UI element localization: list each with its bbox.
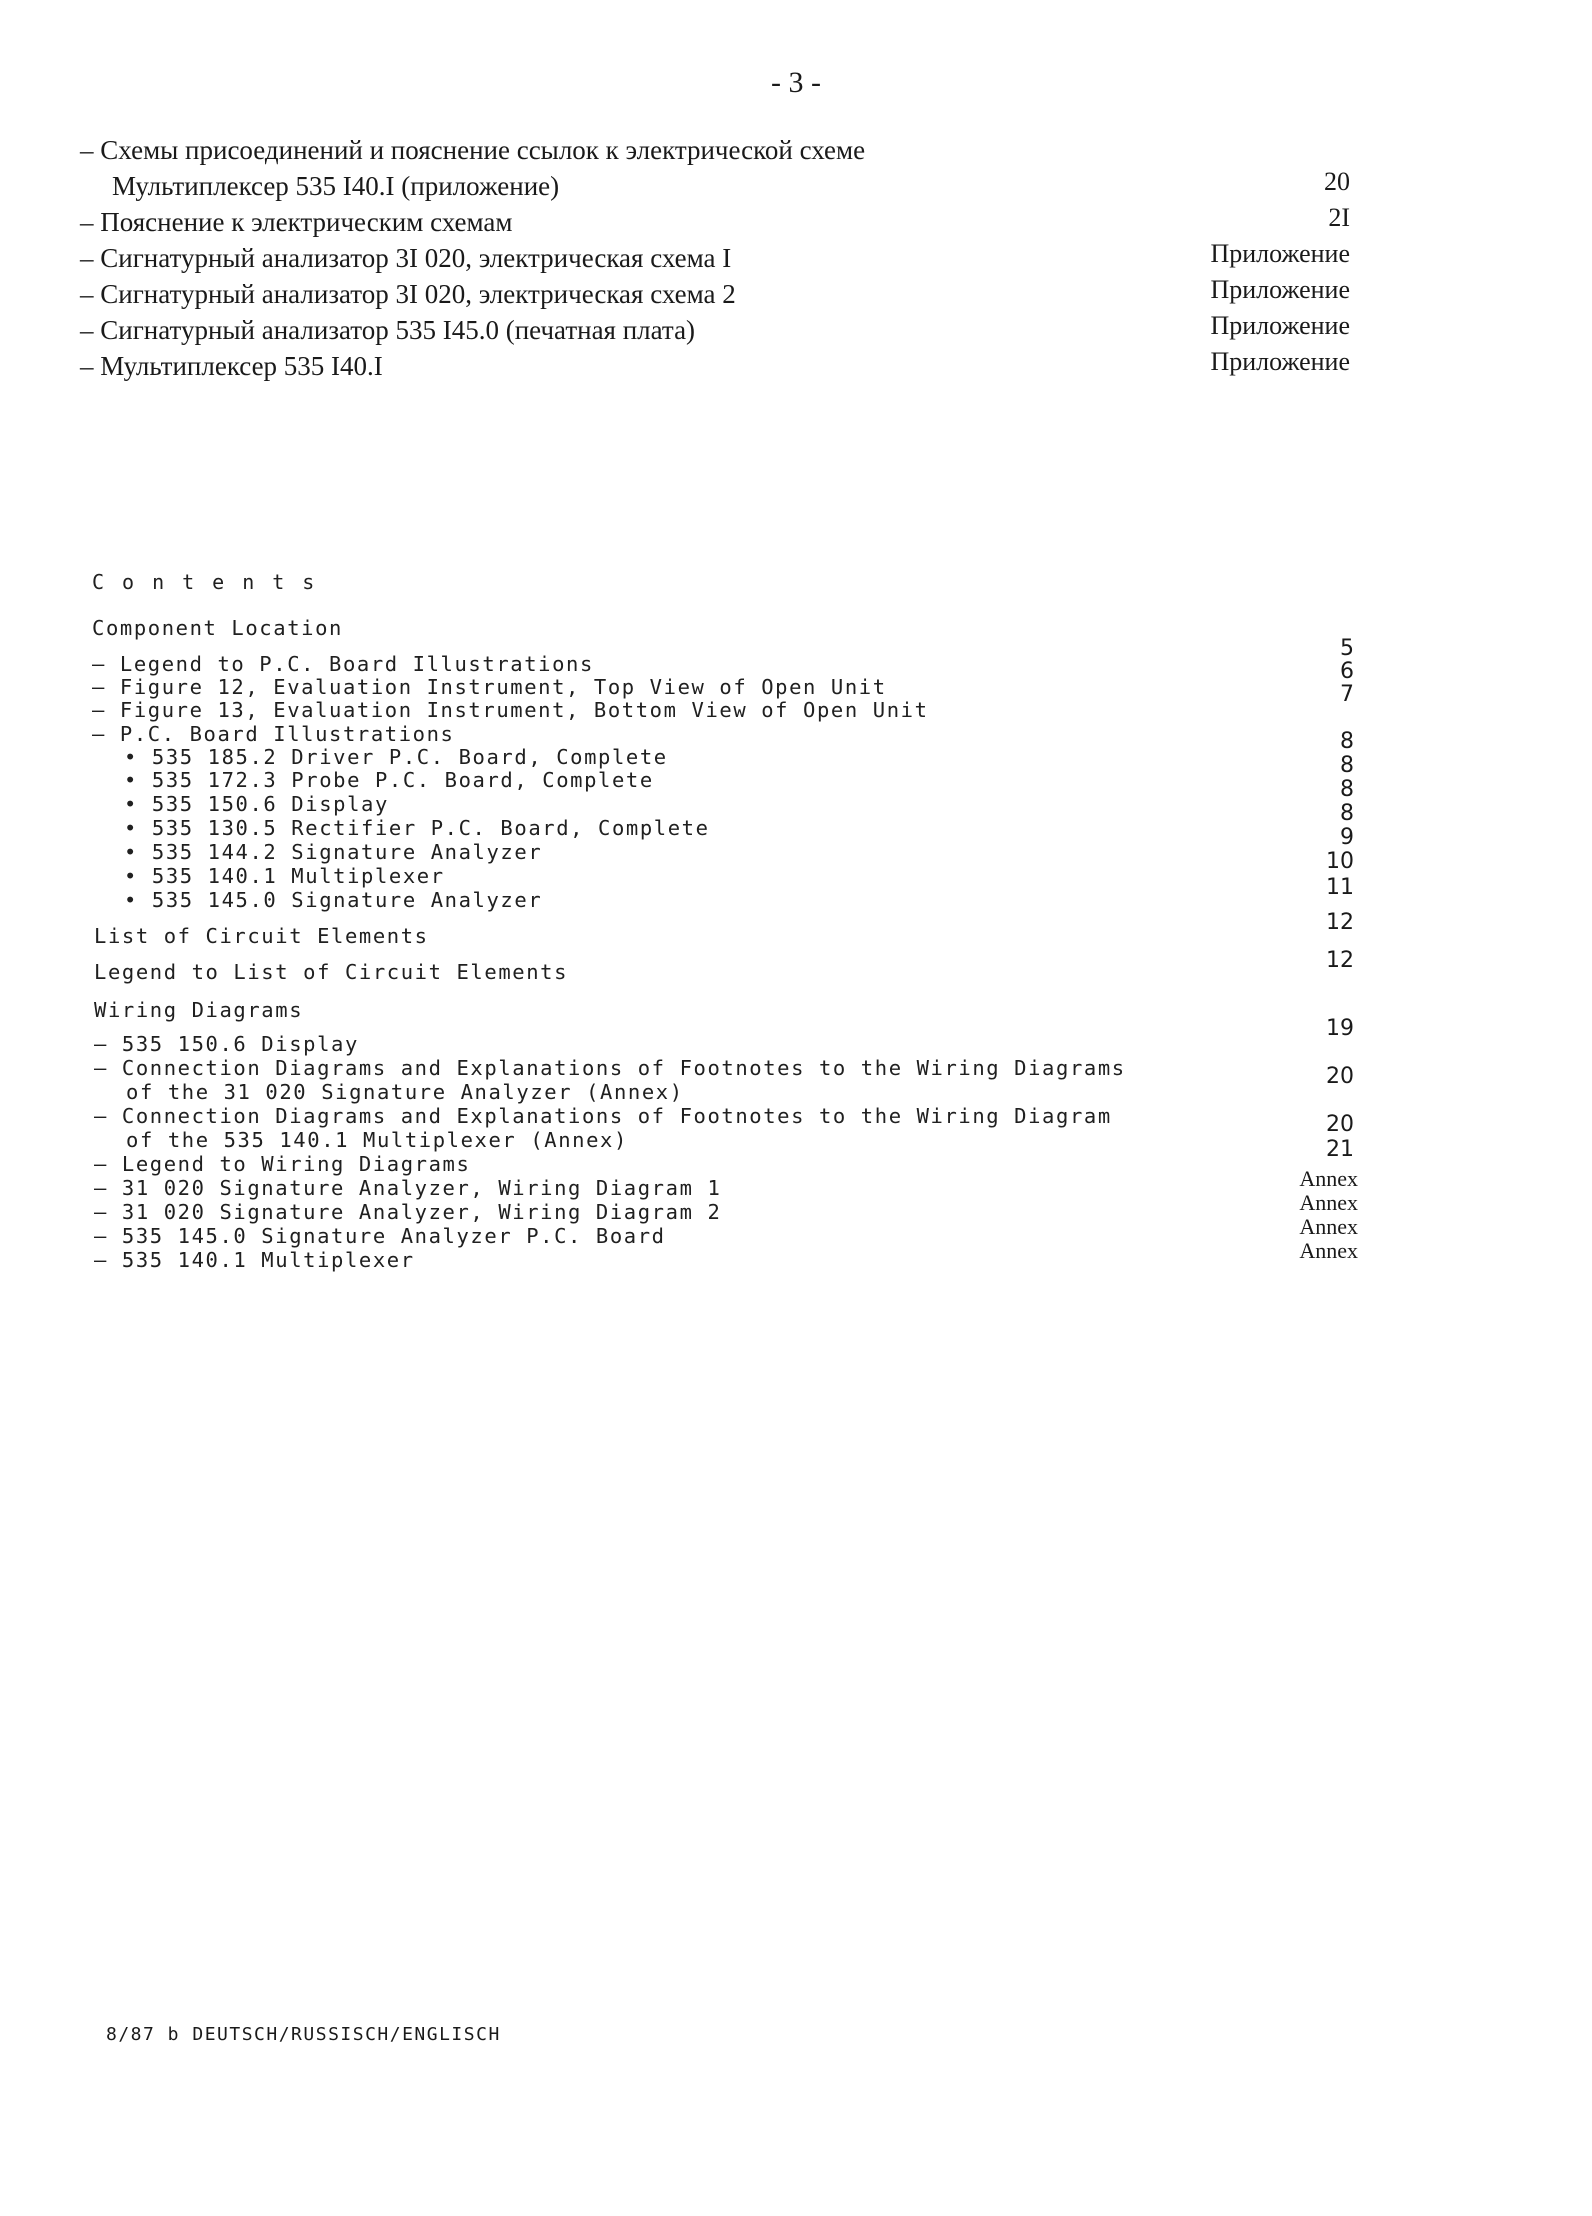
list-item	[80, 276, 1350, 312]
footer-note: 8/87 b DEUTSCH/RUSSISCH/ENGLISCH	[106, 2024, 501, 2045]
entry-page: Приложение	[1210, 239, 1350, 268]
list-item: – Figure 13, Evaluation Instrument, Bottom View of Open Unit	[92, 698, 929, 722]
list-item	[80, 312, 1350, 348]
list-of-circuit-elements-heading: List of Circuit Elements	[94, 924, 429, 948]
list-item: of the 535 140.1 Multiplexer (Annex)	[126, 1128, 628, 1152]
list-item: • 535 140.1 Multiplexer	[124, 864, 445, 888]
entry-page: 12	[1326, 910, 1354, 935]
entry-page: Annex	[1299, 1214, 1358, 1239]
list-item: • 535 130.5 Rectifier P.C. Board, Complete	[124, 816, 710, 840]
entry-page: Annex	[1299, 1190, 1358, 1215]
entry-text: – Схемы присоединений и пояснение ссылок к электрической схеме	[80, 135, 866, 165]
wiring-diagrams-heading: Wiring Diagrams	[94, 998, 304, 1022]
entry-page: 20	[1326, 1112, 1354, 1137]
list-item: – 31 020 Signature Analyzer, Wiring Diagram 2	[94, 1200, 722, 1224]
component-location-heading: Component Location	[92, 616, 343, 640]
list-item: – Connection Diagrams and Explanations of Footnotes to the Wiring Diagram	[94, 1104, 1112, 1128]
entry-page: 8	[1340, 801, 1354, 826]
list-item: of the 31 020 Signature Analyzer (Annex)	[126, 1080, 684, 1104]
list-item: • 535 144.2 Signature Analyzer	[124, 840, 543, 864]
entry-page: 8	[1340, 729, 1354, 754]
list-item	[80, 168, 1350, 204]
list-item: – Figure 12, Evaluation Instrument, Top View of Open Unit	[92, 675, 887, 699]
list-item	[80, 348, 1350, 384]
entry-page: 20	[1324, 167, 1350, 196]
entry-page: 11	[1326, 875, 1354, 900]
entry-page: 6	[1340, 659, 1354, 684]
entry-page: Приложение	[1210, 275, 1350, 304]
entry-text: – Пояснение к электрическим схемам	[80, 207, 513, 237]
list-item: – P.C. Board Illustrations	[92, 722, 455, 746]
list-item: • 535 185.2 Driver P.C. Board, Complete	[124, 745, 668, 769]
entry-page: Annex	[1299, 1166, 1358, 1191]
entry-page: 7	[1340, 682, 1354, 707]
entry-page: Приложение	[1210, 311, 1350, 340]
entry-text: – Сигнатурный анализатор 3I 020, электрическая схема I	[80, 243, 732, 273]
list-item: • 535 172.3 Probe P.C. Board, Complete	[124, 768, 654, 792]
list-item: • 535 145.0 Signature Analyzer	[124, 888, 543, 912]
entry-page: 20	[1326, 1064, 1354, 1089]
entry-page: Annex	[1299, 1238, 1358, 1263]
entry-page: 12	[1326, 948, 1354, 973]
list-item	[80, 132, 1350, 168]
list-item: – Legend to Wiring Diagrams	[94, 1152, 471, 1176]
entry-page: 19	[1326, 1016, 1354, 1041]
entry-page: 10	[1326, 849, 1354, 874]
list-item: • 535 150.6 Display	[124, 792, 389, 816]
entry-page: 8	[1340, 753, 1354, 778]
list-item: – 535 150.6 Display	[94, 1032, 359, 1056]
legend-list-heading: Legend to List of Circuit Elements	[94, 960, 569, 984]
entry-text: – Мультиплексер 535 I40.I	[80, 351, 383, 381]
list-item: – Connection Diagrams and Explanations of Footnotes to the Wiring Diagrams	[94, 1056, 1126, 1080]
list-item: – 535 145.0 Signature Analyzer P.C. Board	[94, 1224, 666, 1248]
list-item: – 31 020 Signature Analyzer, Wiring Diagram 1	[94, 1176, 722, 1200]
entry-text: Мультиплексер 535 I40.I (приложение)	[112, 171, 560, 201]
entry-page: 8	[1340, 777, 1354, 802]
page-number: - 3 -	[771, 66, 821, 99]
russian-contents	[80, 132, 1350, 384]
entry-text: – Сигнатурный анализатор 3I 020, электрическая схема 2	[80, 279, 736, 309]
entry-page: 5	[1340, 636, 1354, 661]
entry-page: Приложение	[1210, 347, 1350, 376]
entry-page: 9	[1340, 825, 1354, 850]
list-item: – 535 140.1 Multiplexer	[94, 1248, 415, 1272]
list-item: – Legend to P.C. Board Illustrations	[92, 652, 594, 676]
entry-text: – Сигнатурный анализатор 535 I45.0 (печатная плата)	[80, 315, 696, 345]
entry-page: 21	[1326, 1137, 1354, 1162]
list-item	[80, 240, 1350, 276]
entry-page: 2I	[1328, 203, 1350, 232]
contents-heading: Contents	[92, 570, 333, 594]
list-item	[80, 204, 1350, 240]
